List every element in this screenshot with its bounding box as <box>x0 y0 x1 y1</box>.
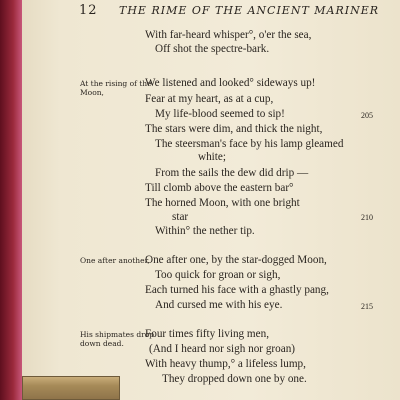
book-page <box>22 0 400 400</box>
poem-line: star <box>172 211 189 223</box>
poem-line: The steersman's face by his lamp gleamed <box>155 138 344 150</box>
poem-line: Till clomb above the eastern bar° <box>145 182 294 194</box>
poem-line: Four times fifty living men, <box>145 328 269 340</box>
poem-line: My life-blood seemed to sip! <box>155 108 285 120</box>
poem-line: Each turned his face with a ghastly pang, <box>145 284 329 296</box>
poem-line: The stars were dim, and thick the night, <box>145 123 323 135</box>
line-number: 210 <box>361 213 373 222</box>
poem-line: (And I heard nor sigh nor groan) <box>149 343 296 355</box>
page-number: 12 <box>79 3 98 18</box>
poem-line: We listened and looked° sideways up! <box>145 77 316 89</box>
poem-line: Off shot the spectre-bark. <box>155 43 270 55</box>
poem-line: With far-heard whisper°, o'er the sea, <box>145 29 312 41</box>
book-binding <box>0 0 22 400</box>
poem-line: white; <box>198 151 226 163</box>
running-title: THE RIME OF THE ANCIENT MARINER <box>119 4 380 17</box>
poem-line: From the sails the dew did drip — <box>155 167 309 179</box>
margin-gloss: One after another, <box>80 256 150 265</box>
poem-line: One after one, by the star-dogged Moon, <box>145 254 327 266</box>
running-header <box>22 4 400 22</box>
poem-line: And cursed me with his eye. <box>155 299 283 311</box>
poem-line: Within° the nether tip. <box>155 225 255 237</box>
margin-gloss: His shipmates drop down dead. <box>80 330 155 348</box>
poem-line: The horned Moon, with one bright <box>145 197 300 209</box>
poem-line: With heavy thump,° a lifeless lump, <box>145 358 306 370</box>
margin-gloss: At the rising of the Moon, <box>80 79 152 97</box>
poem-line: They dropped down one by one. <box>162 373 307 385</box>
poem-line: Too quick for groan or sigh, <box>155 269 281 281</box>
line-number: 215 <box>361 302 373 311</box>
bookmark-ribbon <box>22 376 120 400</box>
poem-line: Fear at my heart, as at a cup, <box>145 93 274 105</box>
line-number: 205 <box>361 111 373 120</box>
